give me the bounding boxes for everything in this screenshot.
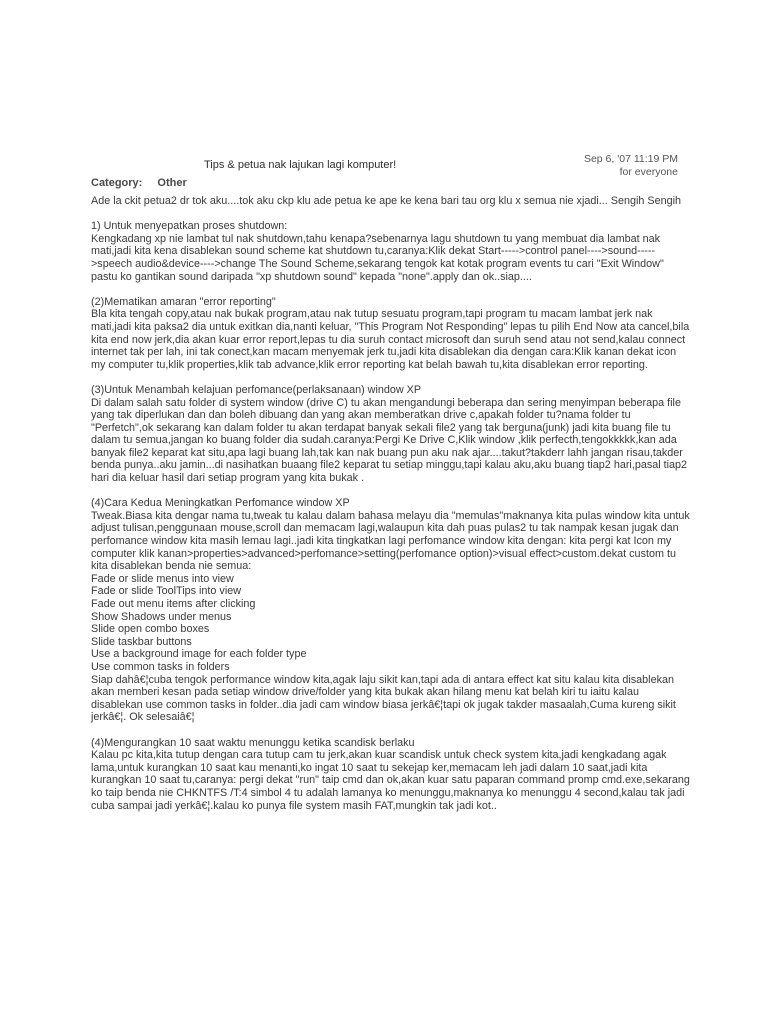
paragraph-error-reporting-tip: (2)Mematikan amaran "error reporting" Bla kita tengah copy,atau nak bukak program,atau nak tutup sesuatu program,tapi program tu macam lambat jerk nak mati,jadi kita paksa2 dia untuk exitkan dia,nanti keluar, "This Program Not Responding" lepas tu pilih End Now ata cancel,bila kita end now jerk,dia akan kuar error report,lepas tu dia suruh contact microsoft dan suruh send atau not send,kalau connect internet tak per lah, ini tak conect,kan macam menyemak jerk tu,jadi kita disablekan dia dengan cara:Klik kanan dekat icon my computer tu,klik properties,klik tab advance,klik error reporting kat belah bawah tu,kita disablekan error reporting. bbox=[91, 295, 690, 371]
category-value: Other bbox=[157, 177, 187, 189]
post-audience: for everyone bbox=[619, 166, 678, 178]
paragraph-prefetch-tip: (3)Untuk Menambah kelajuan perfomance(perlaksanaan) window XP Di dalam salah satu folder di system window (drive C) tu akan mengandungi beberapa dan sering menyimpan beberapa file yang tak diperlukan dan dan boleh dibuang dan yang akan memberatkan drive c,apakah folder tu?nama folder tu "Perfetch",ok sekarang kan dalam folder tu akan terdapat banyak sekali file2 yang tak berguna(junk) jadi kita buang file tu dalam tu semua,jangan ko buang folder dia sudah.caranya:Pergi Ke Drive C,Klik window ,klik perfecth,tengokkkkk,kan ada banyak file2 keparat kat situ,apa lagi buang lah,tak kan nak buang pun aku nak ajar....takut?takderr lahh jangan risau,takder benda punya..aku jamin...di nasihatkan buaang file2 keparat tu setiap minggu,tapi kalau aku,aku buang tiap2 hari,pasal tiap2 hari dia keluar hasil dari setiap program yang kita bukak . bbox=[91, 383, 688, 485]
category-row bbox=[91, 177, 187, 189]
category-label: Category: bbox=[91, 177, 143, 189]
paragraph-intro: Ade la ckit petua2 dr tok aku....tok aku ckp klu ade petua ke ape ke kena bari tau org klu x semua nie xjadi... Sengih Sengih bbox=[91, 195, 681, 207]
post-title: Tips & petua nak lajukan lagi komputer! bbox=[204, 159, 397, 171]
post-date: Sep 6, '07 11:19 PM bbox=[583, 153, 678, 165]
post-meta bbox=[584, 153, 678, 179]
paragraph-scandisk-tip: (4)Mengurangkan 10 saat waktu menunggu ketika scandisk berlaku Kalau pc kita,kita tutup dengan cara tutup cam tu jerk,akan kuar scandisk untuk check system kita,jadi kengkadang agak lama,untuk kurangkan 10 saat kau menanti,ko ingat 10 saat tu sekejap ker,memacam leh jadi dalam 10 saat,jadi kita kurangkan 10 saat tu,caranya: pergi dekat "run" taip cmd dan ok,akan kuar satu paparan command promp cmd.exe,sekarang ko taip benda nie CHKNTFS /T:4 simbol 4 tu adalah lamanya ko menunggu,maknanya ko menunggu 4 second,kalau tak jadi cuba sampai jadi yerkâ€¦.kalau ko punya file system masih FAT,mungkin tak jadi kot.. bbox=[91, 736, 690, 812]
paragraph-visual-effects-tip: (4)Cara Kedua Meningkatkan Perfomance window XP Tweak.Biasa kita dengar nama tu,tweak tu kalau dalam bahasa melayu dia "memulas"maknanya kita pulas window kita untuk adjust tulisan,penggunaan mouse,scroll dan memacam lagi,walaupun kita dah puas pulas2 tu tak nampak kesan jugak dan perfomance window kita masih lemau lagi..jadi kita tingkatkan lagi perfomance window kita dengan: kita pergi kat Icon my computer klik kanan>properties>advanced>perfomance>setting(perfomance option)>visual effect>custom.dekat custom tu kita disablekan benda nie semua: Fade or slide menus into view Fade or slide ToolTips into view Fade out menu items after clicking Show Shadows under menus Slide open combo boxes Slide taskbar buttons Use a background image for each folder type Use common tasks in folders Siap dahâ€¦cuba tengok performance window kita,agak laju sikit kan,tapi ada di antara effect kat situ kalau kita disablekan akan memberi kesan pada setiap window drive/folder yang kita bukak akan hilang menu kat belah kiri tu iaitu kalau disablekan use common tasks in folder..dia jadi cam window biasa jerkâ€¦tapi ok jugak takder masaalah,Cuma kureng sikit jerkâ€¦. Ok selesaiâ€¦ bbox=[91, 497, 690, 724]
paragraph-shutdown-tip: 1) Untuk menyepatkan proses shutdown: Kengkadang xp nie lambat tul nak shutdown,tahu kenapa?sebenarnya lagu shutdown tu yang membuat dia lambat nak mati,jadi kita kena disablekan sound scheme kat shutdown tu,caranya:Klik dekat Start----->control panel---->sound----->speech audio&device---->change The Sound Scheme,sekarang tengok kat kotak program events tu cari "Exit Window" pastu ko gantikan sound daripada "xp shutdown sound" kepada "none".apply dan ok..siap.... bbox=[91, 220, 664, 283]
post-body bbox=[91, 195, 691, 825]
